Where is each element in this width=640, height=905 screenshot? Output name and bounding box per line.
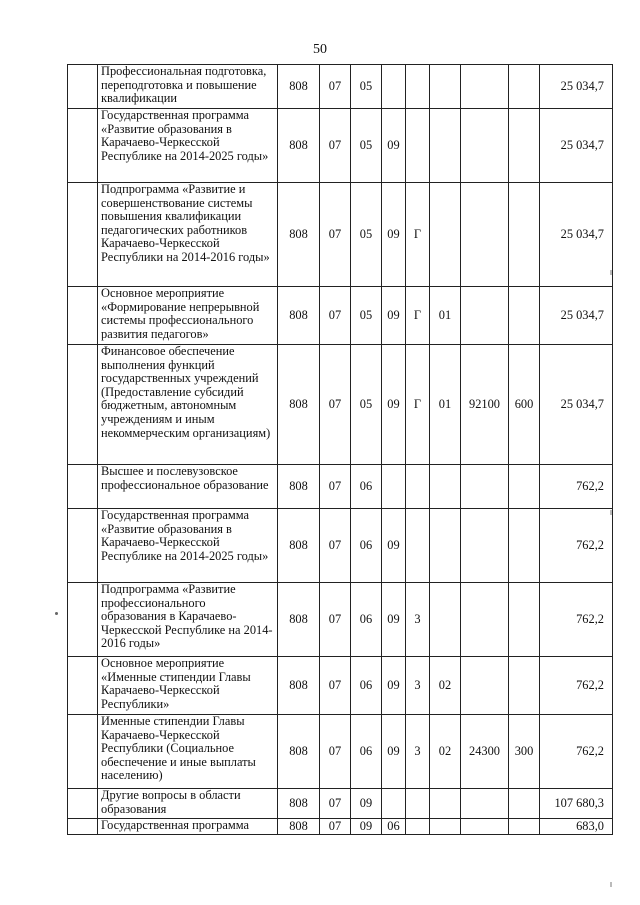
subprogram-code	[406, 465, 430, 509]
expense-type-code	[509, 819, 540, 835]
ministry-code: 808	[278, 465, 320, 509]
subsection-code: 05	[351, 345, 382, 465]
scan-edge-mark	[610, 882, 612, 887]
subprogram-code: 3	[406, 715, 430, 789]
program-code: 09	[382, 583, 406, 657]
subsection-code: 06	[351, 509, 382, 583]
subprogram-code	[406, 789, 430, 819]
subsection-code: 05	[351, 109, 382, 183]
ministry-code: 808	[278, 657, 320, 715]
section-code: 07	[320, 583, 351, 657]
item-name: Основное мероприятие «Именные стипендии Главы Карачаево-Черкесской Республики»	[98, 657, 278, 715]
section-code: 07	[320, 657, 351, 715]
subprogram-code: Г	[406, 287, 430, 345]
scan-edge-mark	[610, 510, 612, 515]
expense-type-code	[509, 65, 540, 109]
row-number-cell	[68, 509, 98, 583]
amount: 25 034,7	[540, 345, 613, 465]
amount: 25 034,7	[540, 287, 613, 345]
table-row	[68, 109, 613, 183]
amount: 762,2	[540, 715, 613, 789]
ministry-code: 808	[278, 715, 320, 789]
program-code: 06	[382, 819, 406, 835]
amount: 762,2	[540, 657, 613, 715]
item-name: Именные стипендии Главы Карачаево-Черкесской Республики (Социальное обеспечение и иные выплаты населению)	[98, 715, 278, 789]
budget-table-body	[68, 65, 613, 835]
measure-code	[430, 819, 461, 835]
expense-type-code	[509, 789, 540, 819]
direction-code	[461, 509, 509, 583]
measure-code	[430, 465, 461, 509]
program-code: 09	[382, 183, 406, 287]
row-number-cell	[68, 583, 98, 657]
budget-table	[67, 64, 613, 835]
table-row	[68, 789, 613, 819]
program-code: 09	[382, 345, 406, 465]
item-name: Основное мероприятие «Формирование непрерывной системы профессионального развития педагогов»	[98, 287, 278, 345]
subsection-code: 06	[351, 465, 382, 509]
table-row	[68, 183, 613, 287]
amount: 683,0	[540, 819, 613, 835]
row-number-cell	[68, 183, 98, 287]
scan-speck	[55, 612, 58, 615]
direction-code	[461, 819, 509, 835]
subsection-code: 05	[351, 287, 382, 345]
direction-code	[461, 287, 509, 345]
amount: 762,2	[540, 509, 613, 583]
page-number: 50	[313, 42, 327, 57]
item-name: Подпрограмма «Развитие и совершенствование системы повышения квалификации педагогических работников Карачаево-Черкесской Республики на 2014-2016 годы»	[98, 183, 278, 287]
program-code	[382, 65, 406, 109]
table-row	[68, 583, 613, 657]
item-name: Высшее и послевузовское профессиональное образование	[98, 465, 278, 509]
subprogram-code	[406, 819, 430, 835]
direction-code	[461, 109, 509, 183]
subprogram-code: 3	[406, 583, 430, 657]
row-number-cell	[68, 819, 98, 835]
item-name: Другие вопросы в области образования	[98, 789, 278, 819]
table-row	[68, 287, 613, 345]
measure-code	[430, 183, 461, 287]
subsection-code: 09	[351, 789, 382, 819]
subsection-code: 06	[351, 583, 382, 657]
section-code: 07	[320, 183, 351, 287]
subprogram-code: Г	[406, 345, 430, 465]
scan-edge-mark	[610, 270, 612, 275]
measure-code: 02	[430, 657, 461, 715]
section-code: 07	[320, 789, 351, 819]
row-number-cell	[68, 345, 98, 465]
amount: 762,2	[540, 583, 613, 657]
measure-code	[430, 583, 461, 657]
section-code: 07	[320, 65, 351, 109]
ministry-code: 808	[278, 819, 320, 835]
subsection-code: 05	[351, 183, 382, 287]
program-code	[382, 465, 406, 509]
row-number-cell	[68, 657, 98, 715]
table-row	[68, 819, 613, 835]
amount: 762,2	[540, 465, 613, 509]
section-code: 07	[320, 345, 351, 465]
measure-code	[430, 509, 461, 583]
expense-type-code	[509, 657, 540, 715]
row-number-cell	[68, 287, 98, 345]
subprogram-code	[406, 65, 430, 109]
row-number-cell	[68, 65, 98, 109]
table-row	[68, 65, 613, 109]
direction-code: 24300	[461, 715, 509, 789]
row-number-cell	[68, 465, 98, 509]
table-row	[68, 657, 613, 715]
section-code: 07	[320, 287, 351, 345]
ministry-code: 808	[278, 109, 320, 183]
section-code: 07	[320, 509, 351, 583]
subsection-code: 09	[351, 819, 382, 835]
expense-type-code	[509, 183, 540, 287]
expense-type-code	[509, 583, 540, 657]
expense-type-code	[509, 509, 540, 583]
measure-code: 01	[430, 345, 461, 465]
measure-code: 01	[430, 287, 461, 345]
table-row	[68, 715, 613, 789]
direction-code	[461, 65, 509, 109]
table-row	[68, 345, 613, 465]
expense-type-code: 600	[509, 345, 540, 465]
measure-code	[430, 789, 461, 819]
table-row	[68, 465, 613, 509]
amount: 25 034,7	[540, 183, 613, 287]
expense-type-code	[509, 465, 540, 509]
direction-code: 92100	[461, 345, 509, 465]
item-name: Государственная программа «Развитие образования в Карачаево-Черкесской Республике на 2014-2025 годы»	[98, 509, 278, 583]
ministry-code: 808	[278, 183, 320, 287]
expense-type-code	[509, 287, 540, 345]
table-row	[68, 509, 613, 583]
program-code: 09	[382, 287, 406, 345]
direction-code	[461, 657, 509, 715]
measure-code	[430, 109, 461, 183]
item-name: Профессиональная подготовка, переподготовка и повышение квалификации	[98, 65, 278, 109]
section-code: 07	[320, 465, 351, 509]
expense-type-code: 300	[509, 715, 540, 789]
ministry-code: 808	[278, 287, 320, 345]
subsection-code: 06	[351, 715, 382, 789]
measure-code	[430, 65, 461, 109]
program-code: 09	[382, 109, 406, 183]
program-code	[382, 789, 406, 819]
section-code: 07	[320, 819, 351, 835]
subsection-code: 06	[351, 657, 382, 715]
measure-code: 02	[430, 715, 461, 789]
subsection-code: 05	[351, 65, 382, 109]
row-number-cell	[68, 109, 98, 183]
section-code: 07	[320, 109, 351, 183]
item-name: Подпрограмма «Развитие профессионального образования в Карачаево-Черкесской Республике на 2014-2016 годы»	[98, 583, 278, 657]
direction-code	[461, 789, 509, 819]
amount: 25 034,7	[540, 65, 613, 109]
direction-code	[461, 183, 509, 287]
ministry-code: 808	[278, 65, 320, 109]
subprogram-code: Г	[406, 183, 430, 287]
ministry-code: 808	[278, 789, 320, 819]
direction-code	[461, 583, 509, 657]
row-number-cell	[68, 789, 98, 819]
item-name: Государственная программа	[98, 819, 278, 835]
program-code: 09	[382, 509, 406, 583]
program-code: 09	[382, 657, 406, 715]
program-code: 09	[382, 715, 406, 789]
row-number-cell	[68, 715, 98, 789]
amount: 25 034,7	[540, 109, 613, 183]
direction-code	[461, 465, 509, 509]
subprogram-code: 3	[406, 657, 430, 715]
item-name: Государственная программа «Развитие образования в Карачаево-Черкесской Республике на 2014-2025 годы»	[98, 109, 278, 183]
ministry-code: 808	[278, 583, 320, 657]
section-code: 07	[320, 715, 351, 789]
expense-type-code	[509, 109, 540, 183]
ministry-code: 808	[278, 345, 320, 465]
amount: 107 680,3	[540, 789, 613, 819]
subprogram-code	[406, 509, 430, 583]
item-name: Финансовое обеспечение выполнения функций государственных учреждений (Предоставление субсидий бюджетным, автономным учреждениям и иным некоммерческим организациям)	[98, 345, 278, 465]
subprogram-code	[406, 109, 430, 183]
ministry-code: 808	[278, 509, 320, 583]
